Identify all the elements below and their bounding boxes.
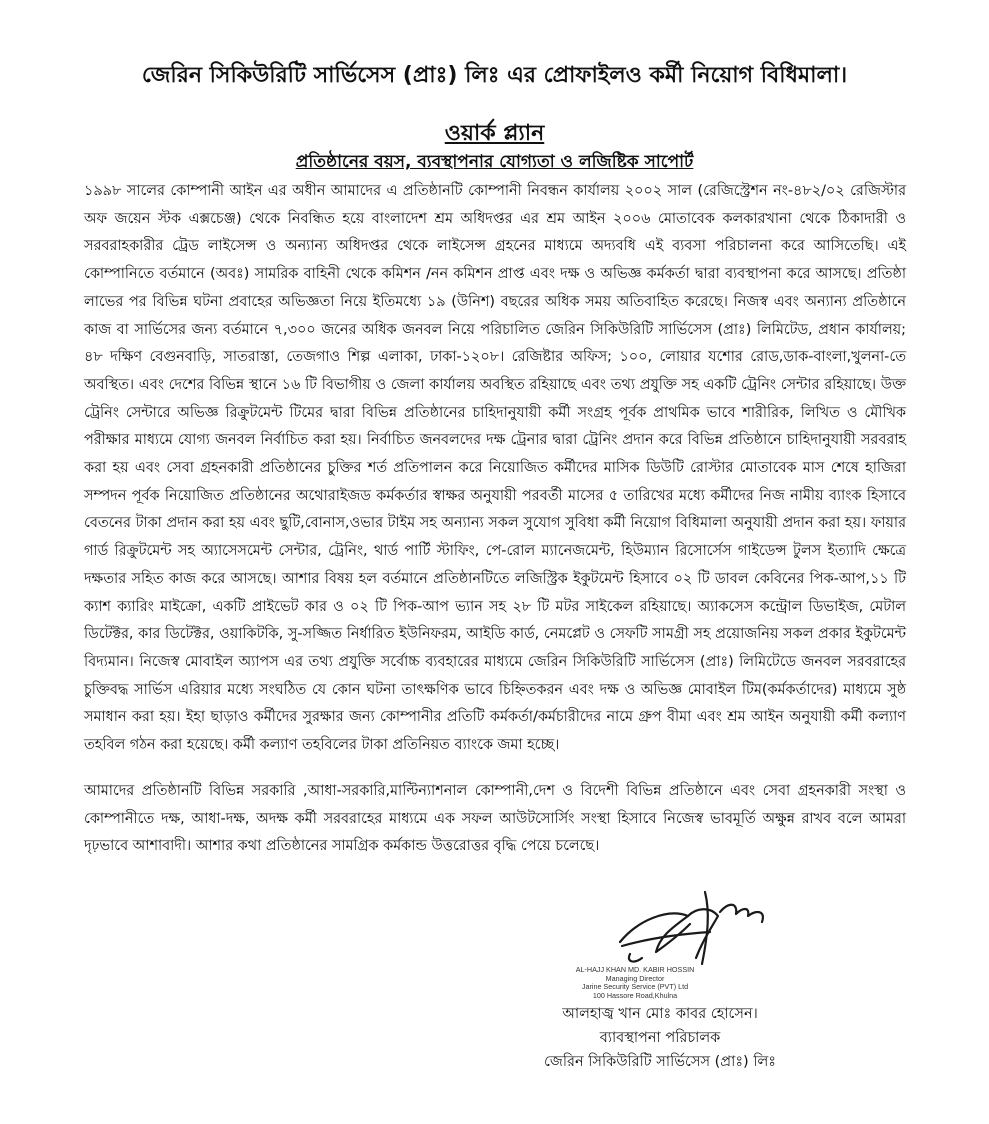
document-title: জেরিন সিকিউরিটি সার্ভিসেস (প্রাঃ) লিঃ এর প্রোফাইলও কর্মী নিয়োগ বিধিমালা। [141, 63, 848, 88]
section-subheading: প্রতিষ্ঠানের বয়স, ব্যবস্থাপনার যোগ্যতা ও লজিষ্টিক সাপোর্ট [295, 152, 694, 172]
body-paragraph-2: আমাদের প্রতিষ্ঠানটি বিভিন্ন সরকারি ,আধা-সরকারি,মাল্টিন্যাশনাল কোম্পানী,দেশ ও বিদেশী বিভিন্ন প্রতিষ্ঠানে এবং সেবা গ্রহনকারী সংস্থা ও কোম্পানীতে দক্ষ, আধা-দক্ষ, অদক্ষ কর্মী সরবরাহের মাধ্যমে এক সফল আউটসোর্সিং সংস্থা হিসাবে নিজেস্ব ভাবমূর্তি অক্ষুন্ন রাখব বলে আমরা দৃঢ়ভাবে আশাবাদী। আশার কথা প্রতিষ্ঠানের সামগ্রিক কর্মকান্ড উত্তরোত্তর বৃদ্ধি পেয়ে চলেছে। [84, 783, 906, 855]
signature-stamp [560, 966, 710, 1000]
signer-block [500, 1002, 820, 1074]
stamp-line-name: AL-HAJJ KHAN MD. KABIR HOSSIN [575, 965, 695, 974]
stamp-line-company: Jarine Security Service (PVT) Ltd [581, 982, 689, 991]
stamp-line-address: 100 Hassore Road,Khulna [592, 990, 678, 1000]
signer-name: আলহাজ্ব খান মোঃ কাবর হোসেন। [562, 1006, 758, 1022]
stamp-line-title: Managing Director [605, 973, 665, 983]
body-paragraph-1: ১৯৯৮ সালের কোম্পানী আইন এর অধীন আমাদের এ প্রতিষ্ঠানটি কোম্পানী নিবন্ধন কার্যালয় ২০০২ সাল (রেজিস্ট্রেশন নং-৪৮২/০২ রেজিস্টার অফ জয়েন স্টক এক্সচেঞ্জ) থেকে নিবন্ধিত হয়ে বাংলাদেশ শ্রম অধিদপ্তর এর শ্রম আইন ২০০৬ মোতাবেক কলকারখানা থেকে ঠিকাদারী ও সরবরাহকারীর ট্রেড লাইসেন্স ও অন্যান্য অধিদপ্তর থেকে লাইসেন্স গ্রহনের মাধ্যমে অদ্যবধি এই ব্যবসা পরিচালনা করে আসিতেছি। এই কোম্পানিতে বর্তমানে (অবঃ) সামরিক বাহিনী থেকে কমিশন /নন কমিশন প্রাপ্ত এবং দক্ষ ও অভিজ্ঞ কর্মকর্তা দ্বারা ব্যবস্থাপনা করে আসছে। প্রতিষ্ঠা লাভের পর বিভিন্ন ঘটনা প্রবাহের অভিজ্ঞতা নিয়ে ইতিমধ্যে ১৯ (উনিশ) বছরের অধিক সময় অতিবাহিত করেছে। নিজস্ব এবং অন্যান্য প্রতিষ্ঠানে কাজ বা সার্ভিসের জন্য বর্তমানে ৭,৩০০ জনের অধিক জনবল নিয়ে পরিচালিত জেরিন সিকিউরিটি সার্ভিসেস (প্রাঃ) লিমিটেড, প্রধান কার্যালয়; ৪৮ দক্ষিণ বেগুনবাড়ি, সাতরাস্তা, তেজগাও শিল্প এলাকা, ঢাকা-১২০৮। রেজিষ্টার অফিস; ১০০, লোয়ার যশোর রোড,ডাক-বাংলা,খুলনা-তে অবস্থিত। এবং দেশের বিভিন্ন স্থানে ১৬ টি বিভাগীয় ও জেলা কার্যালয় অবস্থিত রহিয়াছে এবং তথ্য প্রযুক্তি সহ একটি ট্রেনিং সেন্টার রহিয়াছে। উক্ত ট্রেনিং সেন্টারে অভিজ্ঞ রিক্রুটমেন্ট টিমের দ্বারা বিভিন্ন প্রতিষ্ঠানের চাহিদানুযায়ী কর্মী সংগ্রহ পূর্বক প্রাথমিক ভাবে শারীরিক, লিখিত ও মৌখিক পরীক্ষার মাধ্যমে যোগ্য জনবল নির্বাচিত করা হয়। নির্বাচিত জনবলদের দক্ষ ট্রেনার দ্বারা ট্রেনিং প্রদান করে বিভিন্ন প্রতিষ্ঠানে চাহিদানুযায়ী সরবরাহ করা হয় এবং সেবা গ্রহনকারী প্রতিষ্ঠানের চুক্তির শর্ত প্রতিপালন করে নিয়োজিত কর্মীদের মাসিক ডিউটি রোস্টার মোতাবেক মাস শেষে হাজিরা সম্পদন পূর্বক নিয়োজিত প্রতিষ্ঠানের অথোরাইজড কর্মকর্তার স্বাক্ষর অনুযায়ী পরবর্তী মাসের ৫ তারিখের মধ্যে কর্মীদের নিজ নামীয় ব্যাংক হিসাবে বেতনের টাকা প্রদান করা হয় এবং ছুটি,বোনাস,ওভার টাইম সহ অন্যান্য সকল সুযোগ সুবিধা কর্মী নিয়োগ বিধিমালা অনুযায়ী প্রদান করা হয়। ফায়ার গার্ড রিক্রুটমেন্ট সহ অ্যাসেসমেন্ট সেন্টার, ট্রেনিং, থার্ড পার্টি স্টাফিং, পে-রোল ম্যানেজমেন্ট, হিউম্যান রিসোর্সেস গাইডেন্স টুলস ইত্যাদি ক্ষেত্রে দক্ষতার সহিত কাজ করে আসছে। আশার বিষয় হল বর্তমানে প্রতিষ্ঠানটিতে লজিস্ট্রিক ইকুটমেন্ট হিসাবে ০২ টি ডাবল কেবিনের পিক-আপ,১১ টি ক্যাশ ক্যারিং মাইক্রো, একটি প্রাইভেট কার ও ০২ টি পিক-আপ ভ্যান সহ ২৮ টি মটর সাইকেল রহিয়াছে। অ্যাকসেস কন্ট্রোল ডিভাইজ, মেটাল ডিটেক্টর, কার ডিটেক্টর, ওয়াকিটকি, সু-সজ্জিত নির্ধারিত ইউনিফরম, আইডি কার্ড, নেমপ্লেট ও সেফটি সামগ্রী সহ প্রয়োজনিয় সকল প্রকার ইকুটমেন্ট বিদ্যমান। নিজেস্ব মোবাইল অ্যাপস এর তথ্য প্রযুক্তি সর্বোচ্চ ব্যবহারের মাধ্যমে জেরিন সিকিউরিটি সার্ভিসেস (প্রাঃ) লিমিটেডে জনবল সরবরাহের চুক্তিবদ্ধ সার্ভিস এরিয়ার মধ্যে সংঘঠিত যে কোন ঘটনা তাৎক্ষণিক ভাবে চিহ্নিতকরন এবং দক্ষ ও অভিজ্ঞ মোবাইল টিম(কর্মকর্তাদের) মাধ্যমে সুষ্ঠ সমাধান করা হয়। ইহা ছাড়াও কর্মীদের সুরক্ষার জন্য কোম্পানীর প্রতিটি কর্মকর্তা/কর্মচারীদের নামে গ্রুপ বীমা এবং শ্রম আইন অনুযায়ী কর্মী কল্যাণ তহবিল গঠন করা হয়েছে। কর্মী কল্যাণ তহবিলের টাকা প্রতিনিয়ত ব্যাংকে জমা হচ্ছে। [84, 183, 906, 754]
signer-company: জেরিন সিকিউরিটি সার্ভিসেস (প্রাঃ) লিঃ [543, 1054, 777, 1070]
section-heading: ওয়ার্ক প্ল্যান [444, 121, 545, 146]
signer-designation: ব্যাবস্থাপনা পরিচালক [599, 1030, 721, 1046]
